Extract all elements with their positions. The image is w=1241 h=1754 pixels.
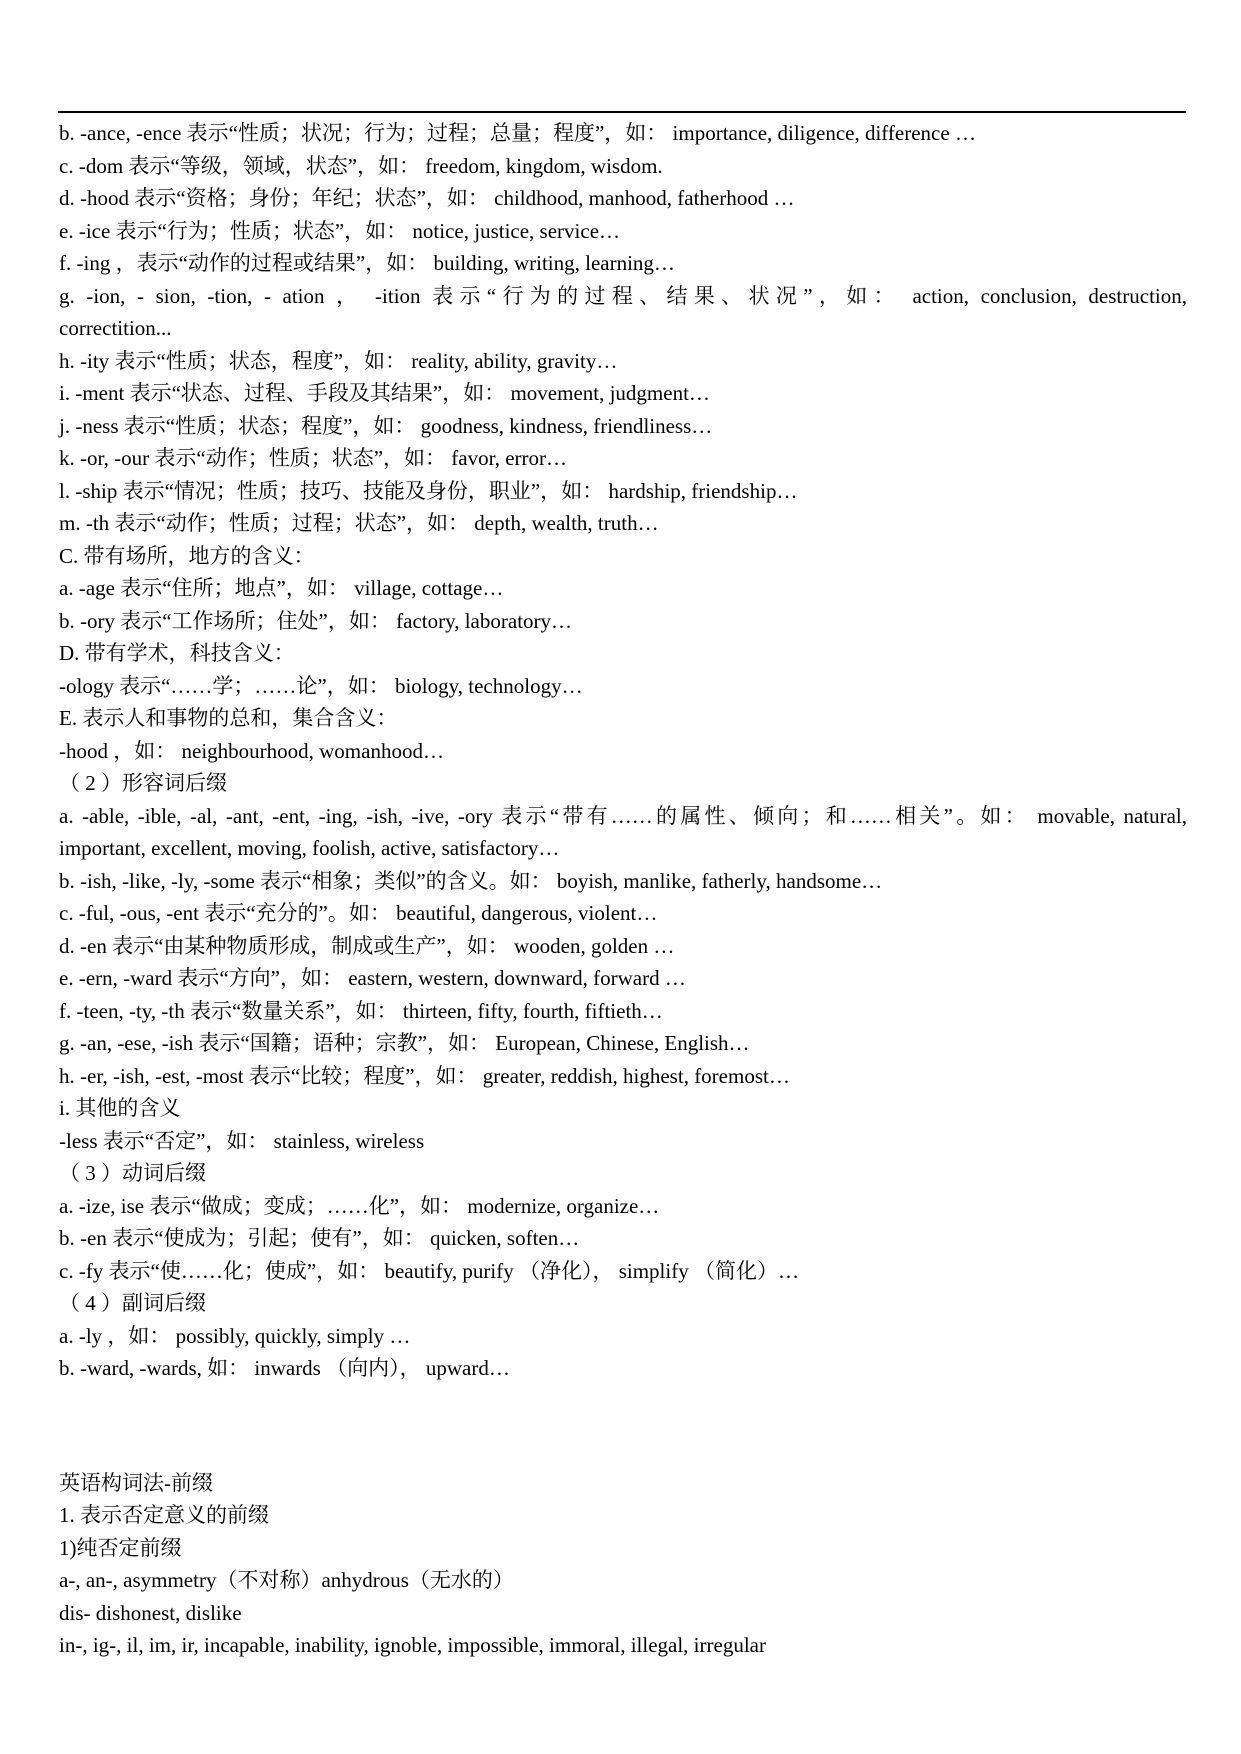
text-line: d. -en 表示“由某种物质形成，制成或生产”，如： wooden, golden … — [59, 933, 675, 958]
text-line: a. -age 表示“住所；地点”，如： village, cottage… — [59, 576, 504, 600]
text-line: f. -ing ，表示“动作的过程或结果”，如： building, writing, learning… — [59, 251, 675, 275]
top-horizontal-rule — [58, 111, 1186, 113]
section-heading: E. 表示人和事物的总和，集合含义： — [59, 706, 398, 730]
text-line: a. -ize, ise 表示“做成；变成；……化”，如： modernize, organize… — [59, 1193, 660, 1218]
text-line: b. -en 表示“使成为；引起；使有”，如： quicken, soften… — [59, 1226, 580, 1250]
prefix-section — [59, 1467, 1187, 1662]
section-title: 英语构词法-前缀 — [59, 1470, 213, 1495]
text-line: e. -ern, -ward 表示“方向”，如： eastern, western, downward, forward … — [59, 966, 686, 990]
text-line: j. -ness 表示“性质；状态；程度”，如： goodness, kindness, friendliness… — [59, 413, 713, 438]
text-line: h. -er, -ish, -est, -most 表示“比较；程度”，如： greater, reddish, highest, foremost… — [59, 1063, 790, 1088]
text-line: a. -ly ，如： possibly, quickly, simply … — [59, 1323, 411, 1348]
text-line: b. -ward, -wards, 如： inwards （向内）， upward… — [59, 1356, 510, 1380]
section-heading: （ 4 ）副词后缀 — [59, 1291, 206, 1315]
text-line: m. -th 表示“动作；性质；过程；状态”，如： depth, wealth, truth… — [59, 511, 659, 535]
suffix-section — [59, 117, 1187, 1385]
text-line: correctition... — [59, 316, 172, 340]
text-line: i. -ment 表示“状态、过程、手段及其结果”，如： movement, judgment… — [59, 381, 710, 405]
text-line: g. -an, -ese, -ish 表示“国籍；语种；宗教”，如： European, Chinese, English… — [59, 1031, 750, 1055]
text-line: c. -fy 表示“使……化；使成”，如： beautify, purify （净化）， simplify （简化）… — [59, 1258, 799, 1283]
text-line: -less 表示“否定”，如： stainless, wireless — [59, 1128, 425, 1153]
section-heading: （ 3 ）动词后缀 — [59, 1161, 206, 1185]
text-line: b. -ish, -like, -ly, -some 表示“相象；类似”的含义。如： boyish, manlike, fatherly, handsome… — [59, 868, 883, 893]
text-line: -hood ，如： neighbourhood, womanhood… — [59, 738, 444, 763]
text-line: dis- dishonest, dislike — [59, 1600, 242, 1625]
text-line: h. -ity 表示“性质；状态，程度”，如： reality, ability, gravity… — [59, 348, 618, 373]
text-line: a-, an-, asymmetry（不对称）anhydrous（无水的） — [59, 1568, 514, 1592]
text-line: e. -ice 表示“行为；性质；状态”，如： notice, justice, service… — [59, 218, 621, 243]
text-line: c. -dom 表示“等级，领域，状态”，如： freedom, kingdom, wisdom. — [59, 153, 663, 178]
section-spacer — [59, 1385, 1187, 1467]
text-line: -ology 表示“……学；……论”，如： biology, technology… — [59, 673, 583, 698]
text-line: b. -ory 表示“工作场所；住处”，如： factory, laboratory… — [59, 608, 573, 633]
text-line: c. -ful, -ous, -ent 表示“充分的”。如： beautiful, dangerous, violent… — [59, 901, 658, 925]
section-heading: 1. 表示否定意义的前缀 — [59, 1503, 269, 1527]
section-heading: （ 2 ）形容词后缀 — [59, 771, 227, 795]
section-heading: C. 带有场所，地方的含义： — [59, 543, 315, 568]
section-heading: 1)纯否定前缀 — [59, 1535, 182, 1560]
text-line: in-, ig-, il, im, ir, incapable, inability, ignoble, impossible, immoral, illegal, irregular — [59, 1633, 766, 1657]
section-heading: D. 带有学术，科技含义： — [59, 641, 295, 665]
section-heading: i. 其他的含义 — [59, 1096, 181, 1120]
text-line: g. -ion, - sion, -tion, - ation ， -ition 表示“行为的过程、结果、状况”，如： action, conclusion, destruction, — [59, 283, 1187, 308]
text-line: b. -ance, -ence 表示“性质；状况；行为；过程；总量；程度”，如： importance, diligence, difference … — [59, 121, 976, 145]
text-line: k. -or, -our 表示“动作；性质；状态”，如： favor, error… — [59, 446, 568, 470]
text-line: l. -ship 表示“情况；性质；技巧、技能及身份，职业”，如： hardship, friendship… — [59, 478, 798, 503]
text-line: f. -teen, -ty, -th 表示“数量关系”，如： thirteen, fifty, fourth, fiftieth… — [59, 998, 663, 1023]
text-line: a. -able, -ible, -al, -ant, -ent, -ing, -ish, -ive, -ory 表示“带有……的属性、倾向；和……相关”。如： movable, natural, — [59, 803, 1187, 828]
text-line: important, excellent, moving, foolish, active, satisfactory… — [59, 836, 560, 860]
document-body — [59, 117, 1187, 1662]
text-line: d. -hood 表示“资格；身份；年纪；状态”，如： childhood, manhood, fatherhood … — [59, 186, 795, 210]
